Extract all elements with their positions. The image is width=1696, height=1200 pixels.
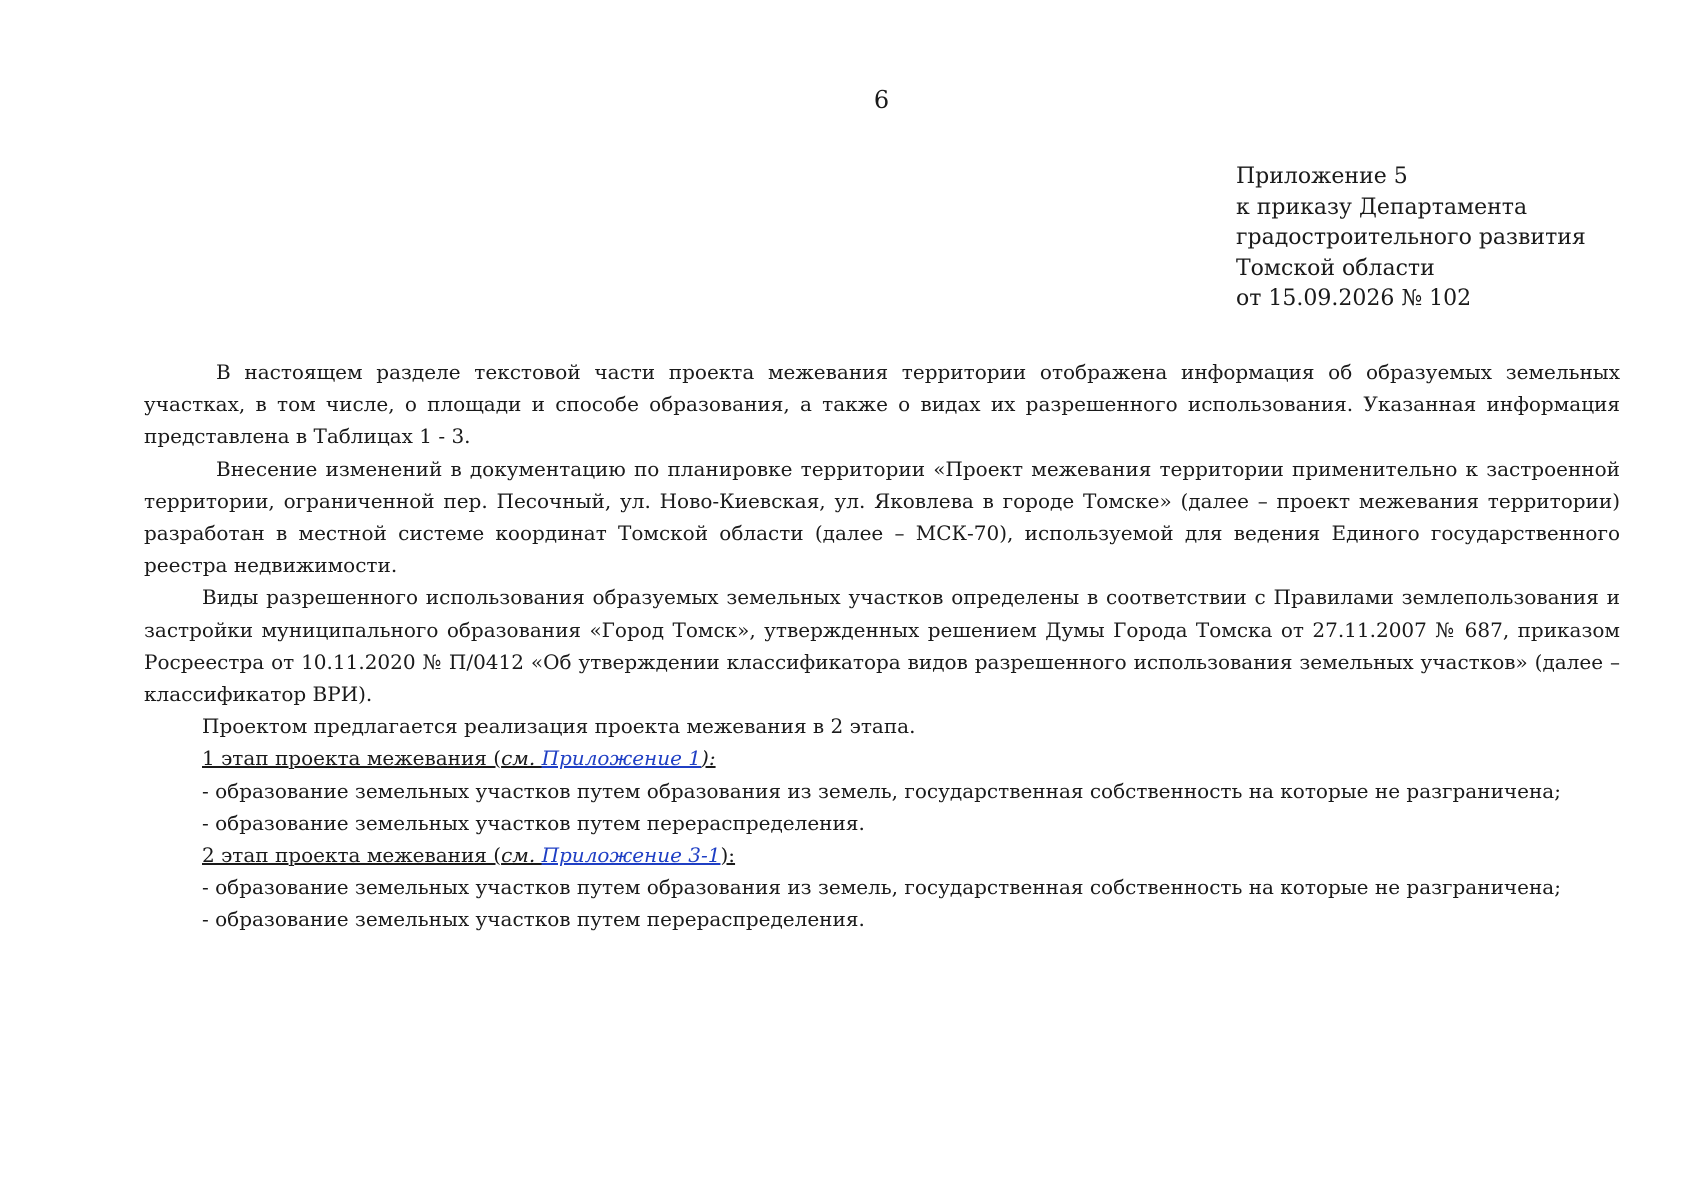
paragraph-intro: В настоящем разделе текстовой части проекта межевания территории отображена информация об образуемых земельных участках, в том числе, о площади и способе образования, а также о видах их разрешенного использования. Указанная информация представлена в Таблицах 1 - 3. — [144, 360, 1620, 449]
appendix-order-line: к приказу Департамента — [1236, 194, 1528, 220]
appendix-title: Приложение 5 — [1236, 164, 1408, 189]
stage1-item: - образование земельных участков путем перераспределения. — [202, 810, 865, 835]
stage2-item: - образование земельных участков путем перераспределения. — [202, 907, 865, 932]
appendix-1-link[interactable]: Приложение 1 — [541, 746, 702, 771]
stage2-item: - образование земельных участков путем образования из земель, государственная собственность на которые не разграничена; — [202, 875, 1561, 900]
stage1-item: - образование земельных участков путем образования из земель, государственная собственность на которые не разграничена; — [202, 778, 1561, 803]
paragraph-stages: Проектом предлагается реализация проекта межевания в 2 этапа. — [202, 714, 916, 739]
page-number: 6 — [873, 86, 890, 114]
stage2-heading: 2 этап проекта межевания (см. Приложение 3-1): — [202, 843, 736, 868]
appendix-department-line: градостроительного развития — [1236, 225, 1586, 250]
appendix-region-line: Томской области — [1236, 255, 1435, 281]
paragraph-changes: Внесение изменений в документацию по планировке территории «Проект межевания территории применительно к застроенной территории, ограниченной пер. Песочный, ул. Ново-Киевская, ул. Яковлева в городе Томске» (далее – проект межевания территории) разработан в местной системе координат Томской области (далее – МСК-70), используемой для ведения Единого государственного реестра недвижимости. — [144, 456, 1620, 578]
appendix-3-1-link[interactable]: Приложение 3-1 — [541, 843, 721, 868]
stage1-heading: 1 этап проекта межевания (см. Приложение 1): — [202, 746, 716, 771]
appendix-header — [1236, 162, 1586, 315]
paragraph-land-use: Виды разрешенного использования образуемых земельных участков определены в соответствии с Правилами землепользования и застройки муниципального образования «Город Томск», утвержденных решением Думы Города Томска от 27.11.2007 № 687, приказом Росреестра от 10.11.2020 № П/0412 «Об утверждении классификатора видов разрешенного использования земельных участков» (далее – классификатор ВРИ). — [144, 585, 1620, 707]
document-body — [144, 356, 1620, 936]
appendix-date-line: от 15.09.2026 № 102 — [1236, 286, 1472, 311]
